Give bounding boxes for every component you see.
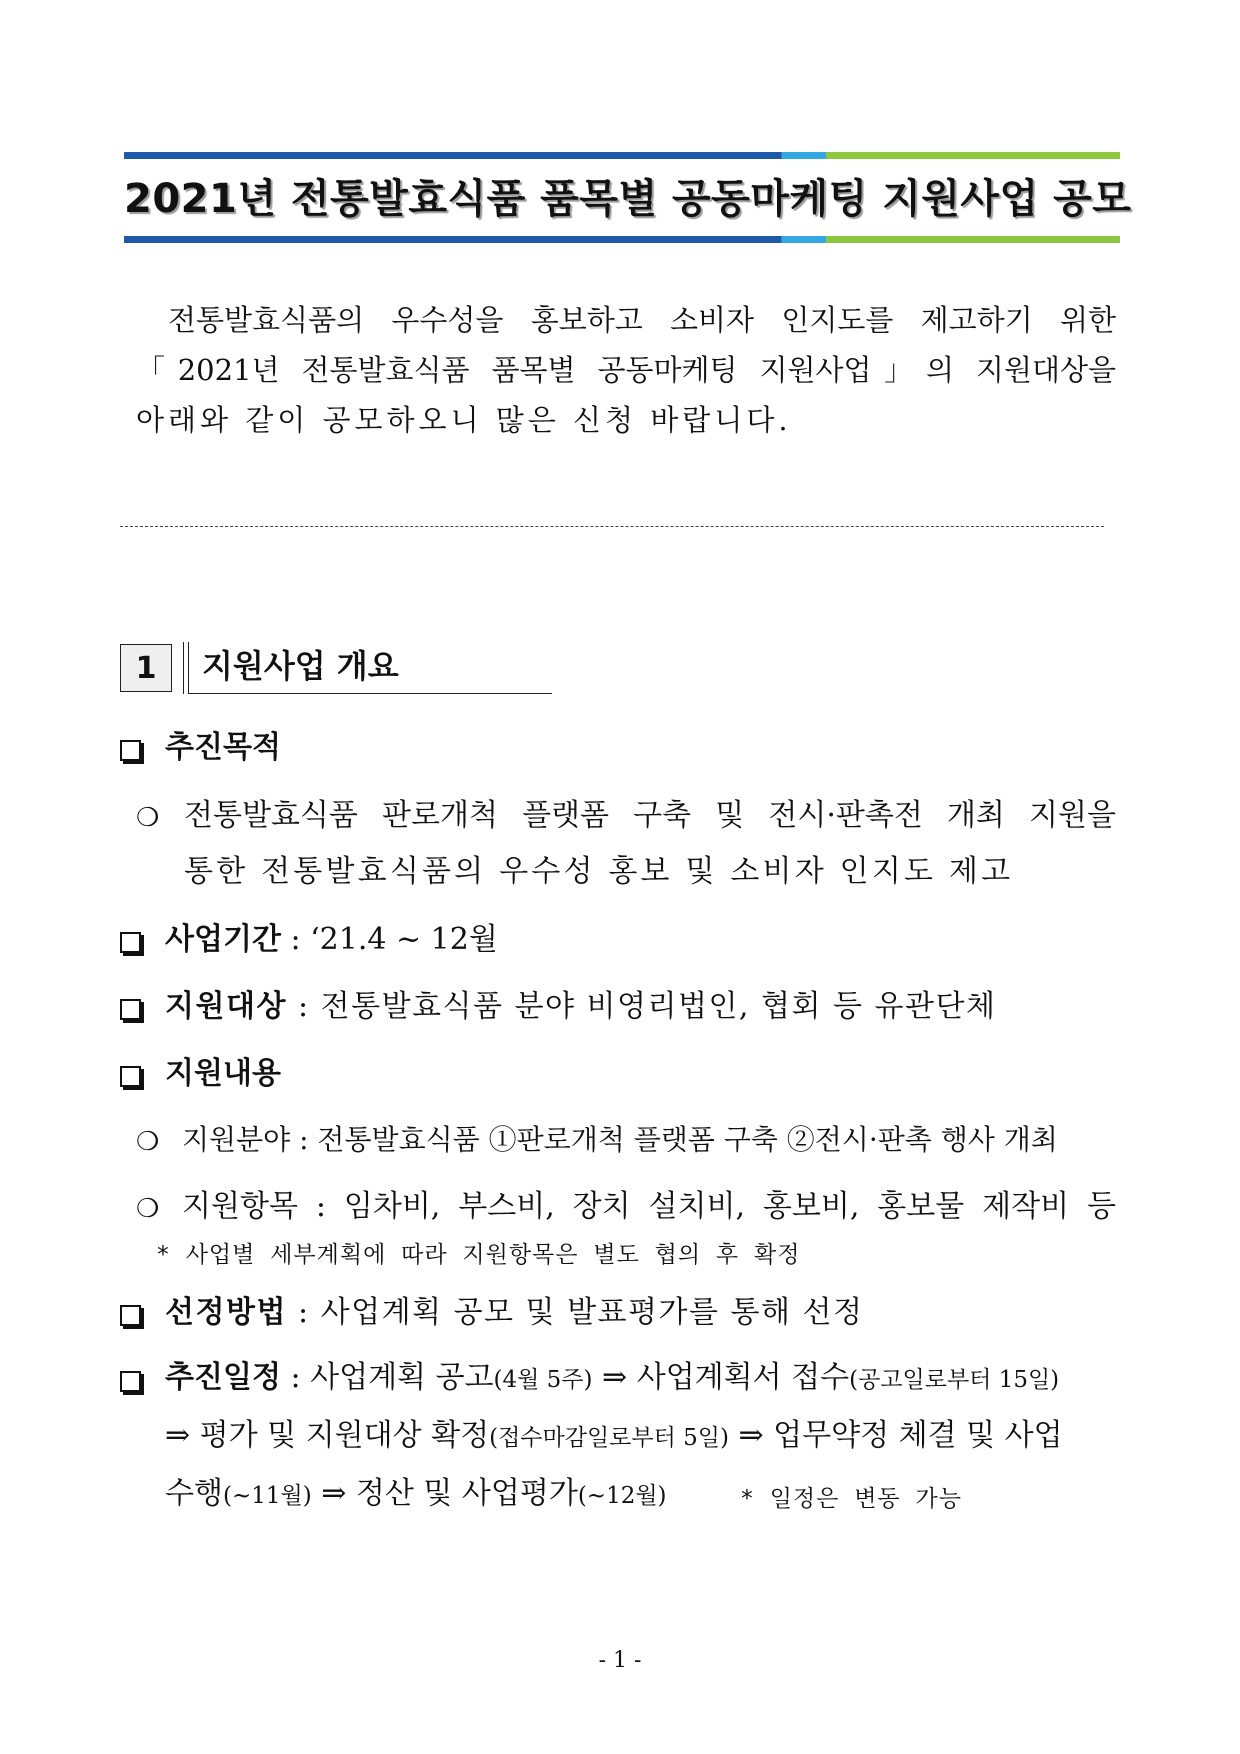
purpose-line-2: 통한 전통발효식품의 우수성 홍보 및 소비자 인지도 제고 (184, 854, 1014, 889)
section-divider-bar (183, 642, 184, 694)
intro-line-1: 전통발효식품의 우수성을 홍보하고 소비자 인지도를 제고하기 위한 (168, 303, 1116, 337)
schedule-step-2-timing: (공고일로부터 15일) (849, 1367, 1060, 1393)
title-bottom-bar (124, 236, 1120, 243)
circle-bullet-icon: ❍ (136, 1127, 160, 1157)
schedule-step-2: ⇒ 사업계획서 접수 (592, 1360, 850, 1395)
schedule-step-4-cont: 수행 (165, 1476, 223, 1511)
intro-line-2: 「2021년 전통발효식품 품목별 공동마케팅 지원사업」의 지원대상을 (136, 353, 1116, 387)
period-row (165, 920, 498, 960)
schedule-note: * 일정은 변동 가능 (740, 1486, 962, 1512)
schedule-step-3: ⇒ 평가 및 지원대상 확정 (165, 1418, 490, 1453)
dashed-divider (120, 526, 1104, 527)
target-label: 지원대상 (165, 989, 287, 1024)
section-underline (188, 693, 552, 694)
checkbox-bullet-icon (120, 1305, 141, 1326)
schedule-step-4: ⇒ 업무약정 체결 및 사업 (728, 1418, 1063, 1453)
schedule-line-3 (165, 1474, 667, 1516)
period-label: 사업기간 (165, 922, 281, 957)
checkbox-bullet-icon (120, 1066, 141, 1087)
schedule-label: 추진일정 (165, 1360, 281, 1395)
checkbox-bullet-icon (120, 932, 141, 953)
title-top-bar (124, 152, 1120, 159)
checkbox-bullet-icon (120, 740, 141, 761)
section-number: 1 (120, 644, 172, 692)
circle-bullet-icon: ❍ (136, 803, 160, 833)
period-value: ‘21.4 ~ 12월 (310, 922, 498, 957)
section-title: 지원사업 개요 (202, 647, 399, 685)
schedule-step-4-timing: (~11월) (222, 1483, 312, 1509)
schedule-line-1 (165, 1358, 1059, 1400)
schedule-step-3-timing: (접수마감일로부터 5일) (489, 1425, 729, 1451)
purpose-line-1: 전통발효식품 판로개척 플랫폼 구축 및 전시·판촉전 개최 지원을 (184, 798, 1116, 833)
target-separator: : (286, 989, 321, 1024)
schedule-step-5: ⇒ 정산 및 사업평가 (311, 1476, 578, 1511)
page-number: - 1 - (598, 1648, 642, 1673)
period-separator: : (280, 922, 311, 957)
target-value: 전통발효식품 분야 비영리법인, 협회 등 유관단체 (320, 989, 997, 1024)
checkbox-bullet-icon (120, 1371, 141, 1392)
checkbox-bullet-icon (120, 999, 141, 1020)
selection-label: 선정방법 (165, 1295, 287, 1330)
schedule-separator: : (280, 1360, 311, 1395)
content-note: * 사업별 세부계획에 따라 지원항목은 별도 협의 후 확정 (156, 1242, 801, 1268)
schedule-line-2 (165, 1416, 1063, 1458)
schedule-step-5-timing: (~12월) (577, 1483, 667, 1509)
target-row (165, 987, 996, 1027)
content-label: 지원내용 (165, 1056, 281, 1091)
schedule-step-1: 사업계획 공고 (310, 1360, 494, 1395)
schedule-step-1-timing: (4월 5주) (493, 1367, 593, 1393)
content-items: 지원항목 : 임차비, 부스비, 장치 설치비, 홍보비, 홍보물 제작비 등 (182, 1189, 1116, 1224)
page-title: 2021년 전통발효식품 품목별 공동마케팅 지원사업 공모 (124, 176, 1132, 222)
section-divider-bar (188, 642, 189, 694)
intro-line-3: 아래와 같이 공모하오니 많은 신청 바랍니다. (136, 403, 792, 437)
content-field: 지원분야 : 전통발효식품 ①판로개척 플랫폼 구축 ②전시·판촉 행사 개최 (182, 1123, 1058, 1156)
circle-bullet-icon: ❍ (136, 1194, 160, 1224)
selection-row (165, 1293, 863, 1333)
selection-value: 사업계획 공모 및 발표평가를 통해 선정 (320, 1295, 864, 1330)
purpose-label: 추진목적 (165, 730, 281, 765)
selection-separator: : (286, 1295, 321, 1330)
